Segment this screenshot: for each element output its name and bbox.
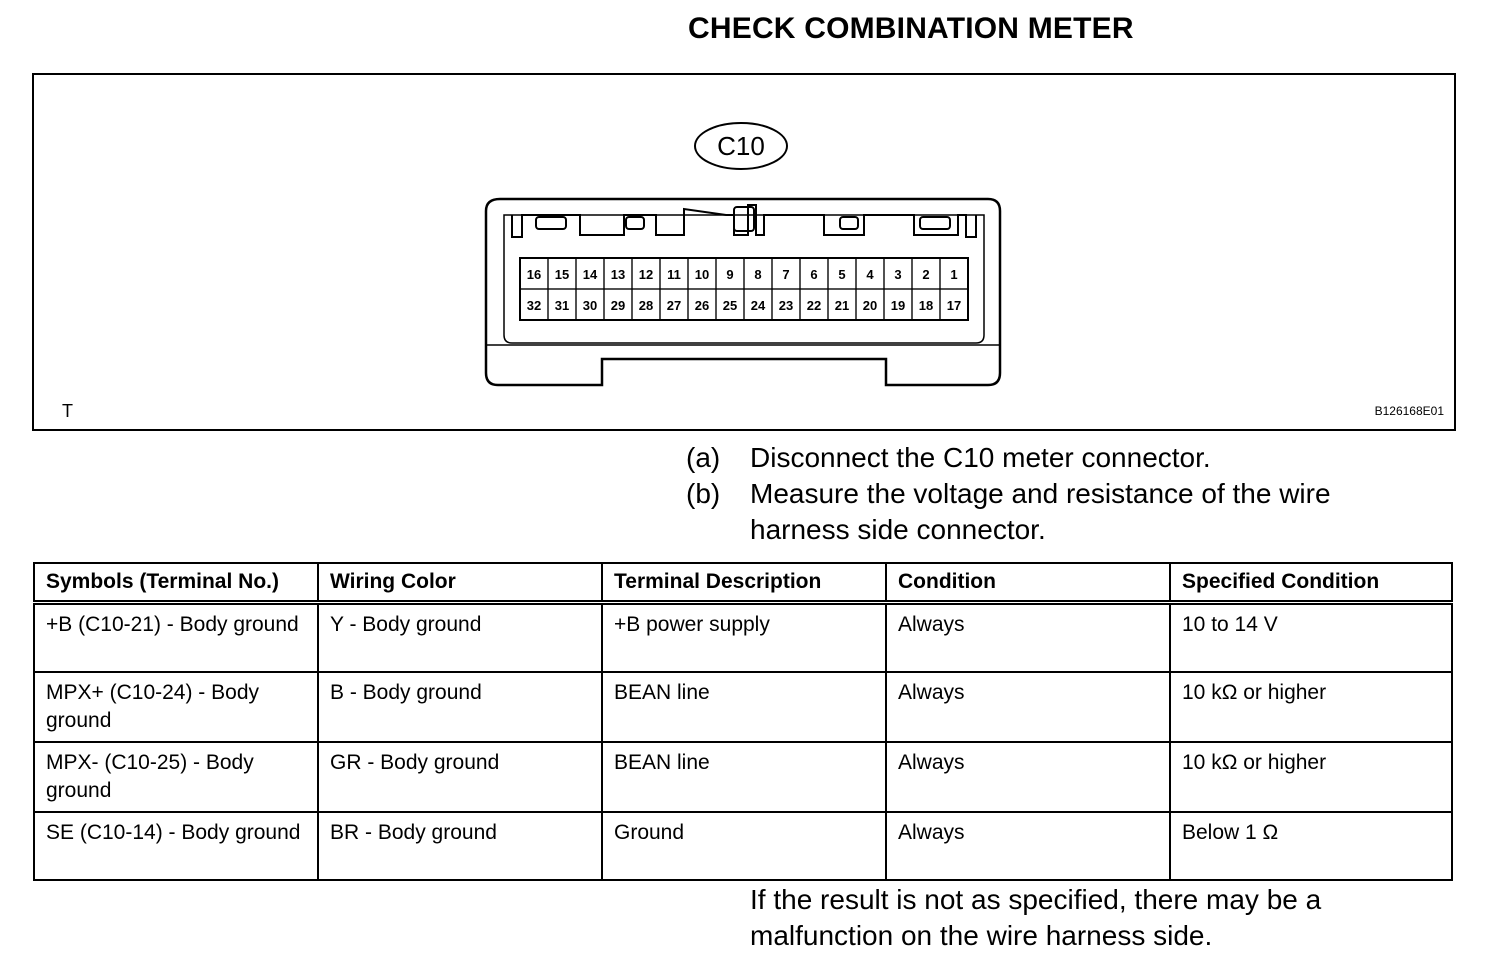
pin-number: 5 xyxy=(838,267,846,282)
header-specified-condition: Specified Condition xyxy=(1170,563,1452,603)
pin-number: 17 xyxy=(946,298,962,313)
pin-number: 24 xyxy=(750,298,766,313)
pin-number: 29 xyxy=(610,298,626,313)
pin-number: 1 xyxy=(950,267,958,282)
pin-number: 14 xyxy=(582,267,598,282)
table-cell: Y - Body ground xyxy=(318,603,602,673)
result-note: If the result is not as specified, there may be a malfunction on the wire harness side. xyxy=(750,884,1322,951)
pin-number: 28 xyxy=(638,298,654,313)
step-text: Disconnect the C10 meter connector. xyxy=(750,442,1211,473)
header-terminal-description: Terminal Description xyxy=(602,563,886,603)
connector-diagram xyxy=(34,75,1454,429)
pin-number: 18 xyxy=(918,298,934,313)
table-cell: Always xyxy=(886,812,1170,880)
connector-figure xyxy=(32,73,1456,431)
table-cell: BR - Body ground xyxy=(318,812,602,880)
pin-number: 9 xyxy=(726,267,734,282)
table-cell: 10 to 14 V xyxy=(1170,603,1452,673)
pin-number: 32 xyxy=(526,298,542,313)
figure-id: B126168E01 xyxy=(1374,404,1444,418)
table-cell: +B power supply xyxy=(602,603,886,673)
pin-number: 16 xyxy=(526,267,542,282)
connector-latch-profile xyxy=(512,205,976,237)
connector-lock-tab xyxy=(734,207,754,231)
step-label: (b) xyxy=(686,478,721,509)
step-text: Measure the voltage and resistance of the wire harness side connector. xyxy=(750,478,1331,545)
pin-number: 27 xyxy=(666,298,682,313)
table-row xyxy=(34,603,1452,673)
table-cell: 10 kΩ or higher xyxy=(1170,742,1452,812)
specification-table xyxy=(33,562,1453,881)
step-a xyxy=(686,440,1410,476)
pin-number: 20 xyxy=(862,298,878,313)
pin-number: 10 xyxy=(694,267,710,282)
pin-number: 30 xyxy=(582,298,598,313)
table-cell: MPX+ (C10-24) - Body ground xyxy=(34,672,318,742)
pin-number: 15 xyxy=(554,267,570,282)
header-symbols: Symbols (Terminal No.) xyxy=(34,563,318,603)
table-cell: Ground xyxy=(602,812,886,880)
pin-number: 2 xyxy=(922,267,930,282)
table-cell: Always xyxy=(886,742,1170,812)
table-cell: Always xyxy=(886,603,1170,673)
pin-number: 31 xyxy=(554,298,570,313)
pin-number: 23 xyxy=(778,298,794,313)
pin-number: 26 xyxy=(694,298,710,313)
step-label: (a) xyxy=(686,442,721,473)
table-cell: MPX- (C10-25) - Body ground xyxy=(34,742,318,812)
connector-body xyxy=(486,199,1000,385)
pin-number: 6 xyxy=(810,267,818,282)
pin-number: 19 xyxy=(890,298,906,313)
header-wiring-color: Wiring Color xyxy=(318,563,602,603)
pin-number: 25 xyxy=(722,298,738,313)
pin-number: 7 xyxy=(782,267,790,282)
table-cell: Always xyxy=(886,672,1170,742)
table-row xyxy=(34,672,1452,742)
table-cell: BEAN line xyxy=(602,742,886,812)
table-cell: GR - Body ground xyxy=(318,742,602,812)
pin-number: 22 xyxy=(806,298,822,313)
table-cell: 10 kΩ or higher xyxy=(1170,672,1452,742)
pin-number: 8 xyxy=(754,267,762,282)
pin-number: 12 xyxy=(638,267,654,282)
pin-number: 3 xyxy=(894,267,902,282)
pin-grid-cells xyxy=(520,258,968,320)
pin-number: 21 xyxy=(834,298,850,313)
connector-label: C10 xyxy=(717,131,765,161)
instruction-steps xyxy=(686,440,1410,548)
table-cell: +B (C10-21) - Body ground xyxy=(34,603,318,673)
header-condition: Condition xyxy=(886,563,1170,603)
table-header-row xyxy=(34,563,1452,603)
table-cell: B - Body ground xyxy=(318,672,602,742)
step-b xyxy=(686,476,1410,548)
page-title: CHECK COMBINATION METER xyxy=(688,12,1134,45)
pin-number: 13 xyxy=(610,267,626,282)
table-cell: BEAN line xyxy=(602,672,886,742)
figure-corner-left: T xyxy=(62,401,73,421)
pin-number: 4 xyxy=(866,267,874,282)
table-cell: SE (C10-14) - Body ground xyxy=(34,812,318,880)
pin-number: 11 xyxy=(667,267,681,282)
table-row xyxy=(34,812,1452,880)
table-cell: Below 1 Ω xyxy=(1170,812,1452,880)
table-row xyxy=(34,742,1452,812)
